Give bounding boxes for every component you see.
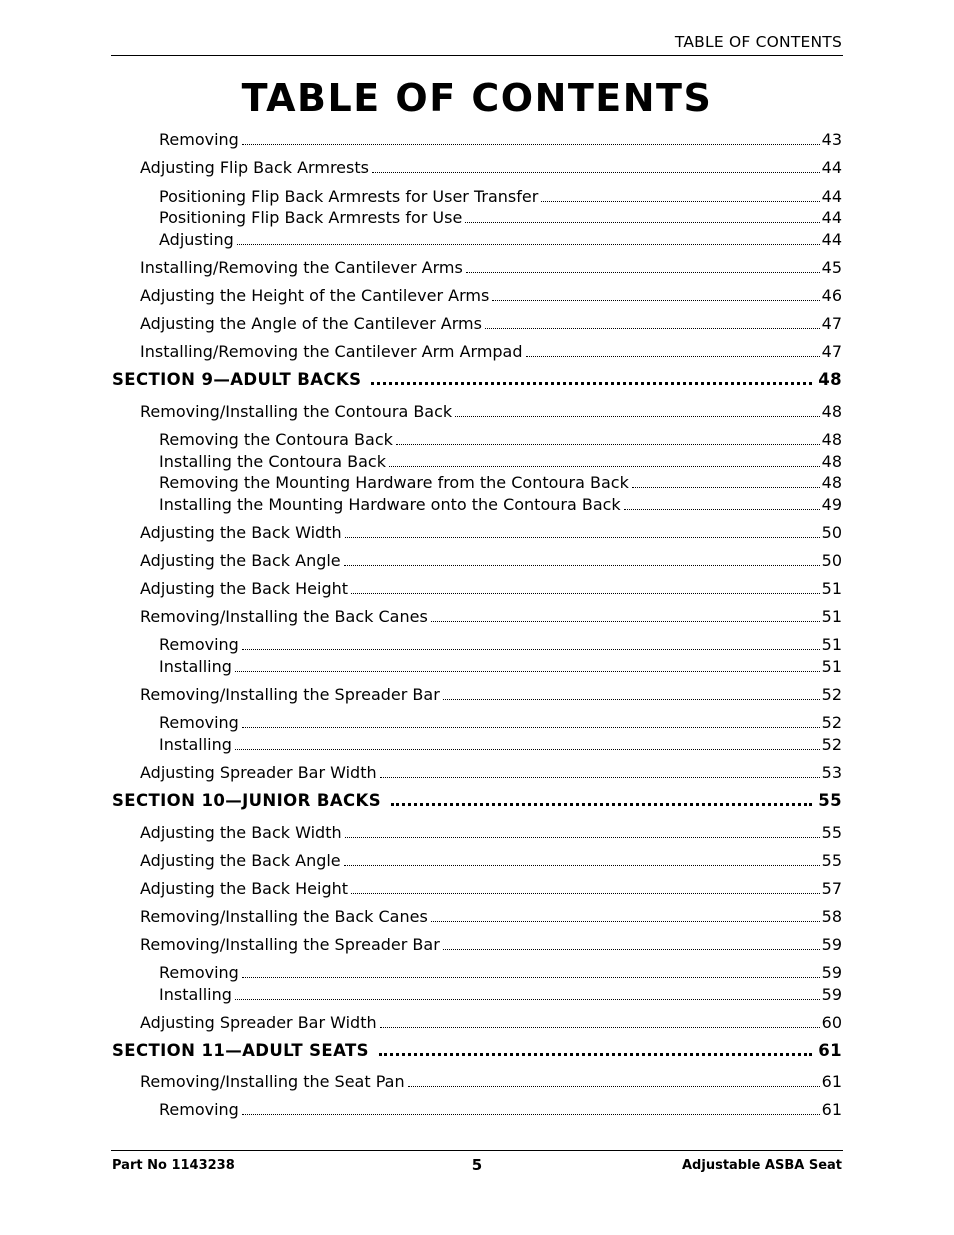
toc-entry-label: Adjusting the Back Angle	[140, 851, 341, 870]
toc-entry-label: Removing	[159, 130, 239, 149]
toc-entry-label: Installing/Removing the Cantilever Arm Armpad	[140, 342, 523, 361]
toc-entry-page: 57	[821, 879, 842, 898]
toc-entry	[159, 735, 842, 757]
page-title: TABLE OF CONTENTS	[241, 76, 713, 120]
toc-entry	[159, 963, 842, 985]
toc-entry-label: Installing	[159, 657, 232, 676]
dot-leader	[380, 1027, 820, 1028]
toc-entry-label: Installing	[159, 735, 232, 754]
toc-entry-page: 48	[821, 402, 842, 421]
dot-leader	[344, 565, 820, 566]
dot-leader	[485, 328, 820, 329]
dot-leader	[624, 509, 820, 510]
toc-entry-page: 51	[821, 579, 842, 598]
toc-entry-label: Removing	[159, 963, 239, 982]
toc-section-heading	[112, 370, 842, 392]
toc-entry-page: 44	[821, 187, 842, 206]
toc-entry-page: 59	[821, 963, 842, 982]
toc-entry-label: SECTION 9—ADULT BACKS	[112, 370, 362, 389]
dot-leader	[371, 382, 812, 385]
toc-entry	[159, 635, 842, 657]
toc-entry-page: 44	[821, 230, 842, 249]
toc-entry	[140, 823, 842, 845]
toc-entry	[159, 473, 842, 495]
toc-entry-page: 51	[821, 607, 842, 626]
dot-leader	[526, 356, 820, 357]
toc-entry	[140, 851, 842, 873]
dot-leader	[345, 537, 820, 538]
dot-leader	[431, 621, 820, 622]
dot-leader	[492, 300, 819, 301]
toc-entry-page: 61	[821, 1100, 842, 1119]
toc-entry	[159, 430, 842, 452]
dot-leader	[455, 416, 819, 417]
dot-leader	[541, 201, 819, 202]
toc-entry	[159, 130, 842, 152]
dot-leader	[242, 977, 820, 978]
toc-entry	[159, 985, 842, 1007]
toc-entry	[140, 551, 842, 573]
toc-entry-page: 49	[821, 495, 842, 514]
toc-entry-page: 59	[821, 985, 842, 1004]
toc-entry-label: Positioning Flip Back Armrests for Use	[159, 208, 463, 227]
toc-entry	[159, 1100, 842, 1122]
dot-leader	[372, 172, 820, 173]
toc-entry-label: Positioning Flip Back Armrests for User Transfer	[159, 187, 539, 206]
dot-leader	[344, 865, 820, 866]
toc-entry-page: 47	[821, 342, 842, 361]
toc-section-heading	[112, 1041, 842, 1063]
dot-leader	[235, 749, 820, 750]
footer-product-name: Adjustable ASBA Seat	[682, 1158, 842, 1173]
dot-leader	[465, 222, 819, 223]
dot-leader	[391, 803, 812, 806]
toc-entry	[159, 187, 842, 209]
toc-entry-page: 46	[821, 286, 842, 305]
toc-entry-label: Adjusting the Back Angle	[140, 551, 341, 570]
toc-entry-page: 51	[821, 635, 842, 654]
toc-entry	[140, 286, 842, 308]
dot-leader	[351, 593, 820, 594]
toc-entry-label: Installing/Removing the Cantilever Arms	[140, 258, 463, 277]
dot-leader	[443, 949, 820, 950]
dot-leader	[351, 893, 820, 894]
toc-entry-label: Adjusting the Back Height	[140, 879, 349, 898]
toc-entry-label: Adjusting Spreader Bar Width	[140, 1013, 377, 1032]
toc-entry-page: 45	[821, 258, 842, 277]
toc-entry	[140, 402, 842, 424]
toc-entry-page: 47	[821, 314, 842, 333]
dot-leader	[408, 1086, 820, 1087]
toc-entry-label: Removing	[159, 1100, 239, 1119]
toc-section-heading	[112, 791, 842, 813]
toc-entry-label: Removing/Installing the Back Canes	[140, 907, 428, 926]
toc-entry-label: Removing/Installing the Contoura Back	[140, 402, 453, 421]
toc-entry-label: Adjusting the Back Width	[140, 823, 342, 842]
toc-entry-page: 44	[821, 208, 842, 227]
toc-entry	[140, 158, 842, 180]
toc-entry	[159, 495, 842, 517]
toc-entry-page: 55	[821, 823, 842, 842]
toc-entry-page: 52	[821, 685, 842, 704]
toc-entry-page: 61	[818, 1041, 842, 1060]
dot-leader	[237, 244, 820, 245]
toc-entry	[140, 607, 842, 629]
dot-leader	[466, 272, 820, 273]
dot-leader	[379, 1053, 812, 1056]
toc-entry	[159, 657, 842, 679]
toc-entry-label: Adjusting the Height of the Cantilever Arms	[140, 286, 490, 305]
toc-entry-label: Removing	[159, 635, 239, 654]
toc-entry	[159, 452, 842, 474]
dot-leader	[345, 837, 820, 838]
toc-entry-label: Installing	[159, 985, 232, 1004]
toc-entry-label: Removing the Mounting Hardware from the Contoura Back	[159, 473, 629, 492]
toc-entry-page: 51	[821, 657, 842, 676]
toc-entry-label: Removing	[159, 713, 239, 732]
toc-entry-label: Adjusting the Back Width	[140, 523, 342, 542]
footer-part-number: Part No 1143238	[112, 1158, 235, 1173]
running-header: TABLE OF CONTENTS	[674, 33, 842, 51]
toc-entry-page: 59	[821, 935, 842, 954]
toc-entry	[140, 879, 842, 901]
toc-entry-label: Adjusting Spreader Bar Width	[140, 763, 377, 782]
dot-leader	[242, 1114, 820, 1115]
toc-entry	[140, 579, 842, 601]
dot-leader	[632, 487, 820, 488]
footer-rule	[111, 1150, 843, 1151]
dot-leader	[396, 444, 820, 445]
toc-entry-page: 48	[821, 473, 842, 492]
toc-entry	[159, 230, 842, 252]
toc-entry-label: Adjusting the Back Height	[140, 579, 349, 598]
toc-entry-page: 48	[821, 452, 842, 471]
toc-entry-page: 50	[821, 551, 842, 570]
toc-entry-page: 55	[818, 791, 842, 810]
toc-entry-page: 60	[821, 1013, 842, 1032]
toc-entry-page: 61	[821, 1072, 842, 1091]
footer-page-number: 5	[471, 1156, 483, 1174]
toc-entry-label: Adjusting	[159, 230, 234, 249]
toc-entry-page: 53	[821, 763, 842, 782]
toc-entry	[140, 685, 842, 707]
toc-entry-page: 52	[821, 713, 842, 732]
toc-entry-page: 52	[821, 735, 842, 754]
dot-leader	[235, 999, 820, 1000]
toc-entry-page: 58	[821, 907, 842, 926]
toc-entry-label: Removing/Installing the Back Canes	[140, 607, 428, 626]
toc-entry	[140, 1072, 842, 1094]
toc-entry	[140, 763, 842, 785]
toc-entry-page: 48	[818, 370, 842, 389]
toc-entry-label: Installing the Contoura Back	[159, 452, 386, 471]
toc-entry-page: 55	[821, 851, 842, 870]
toc-entry	[140, 523, 842, 545]
dot-leader	[242, 144, 820, 145]
toc-entry-page: 50	[821, 523, 842, 542]
dot-leader	[380, 777, 820, 778]
dot-leader	[242, 727, 820, 728]
toc-entry	[140, 342, 842, 364]
toc-entry-label: Adjusting the Angle of the Cantilever Arms	[140, 314, 482, 333]
toc-entry-page: 43	[821, 130, 842, 149]
dot-leader	[443, 699, 820, 700]
toc-entry	[140, 258, 842, 280]
toc-entry	[140, 314, 842, 336]
dot-leader	[431, 921, 820, 922]
dot-leader	[235, 671, 820, 672]
toc-entry-label: SECTION 11—ADULT SEATS	[112, 1041, 369, 1060]
toc-entry	[140, 1013, 842, 1035]
toc-entry-label: Removing/Installing the Spreader Bar	[140, 685, 440, 704]
toc-entry	[159, 713, 842, 735]
toc-entry-label: SECTION 10—JUNIOR BACKS	[112, 791, 381, 810]
dot-leader	[389, 466, 820, 467]
toc-entry-label: Adjusting Flip Back Armrests	[140, 158, 369, 177]
dot-leader	[242, 649, 820, 650]
toc-entry	[140, 907, 842, 929]
toc-entry-label: Installing the Mounting Hardware onto the Contoura Back	[159, 495, 621, 514]
toc-entry	[140, 935, 842, 957]
toc-entry-label: Removing/Installing the Seat Pan	[140, 1072, 405, 1091]
toc-entry	[159, 208, 842, 230]
toc-entry-page: 44	[821, 158, 842, 177]
toc-entry-label: Removing the Contoura Back	[159, 430, 393, 449]
toc-entry-page: 48	[821, 430, 842, 449]
toc-entry-label: Removing/Installing the Spreader Bar	[140, 935, 440, 954]
